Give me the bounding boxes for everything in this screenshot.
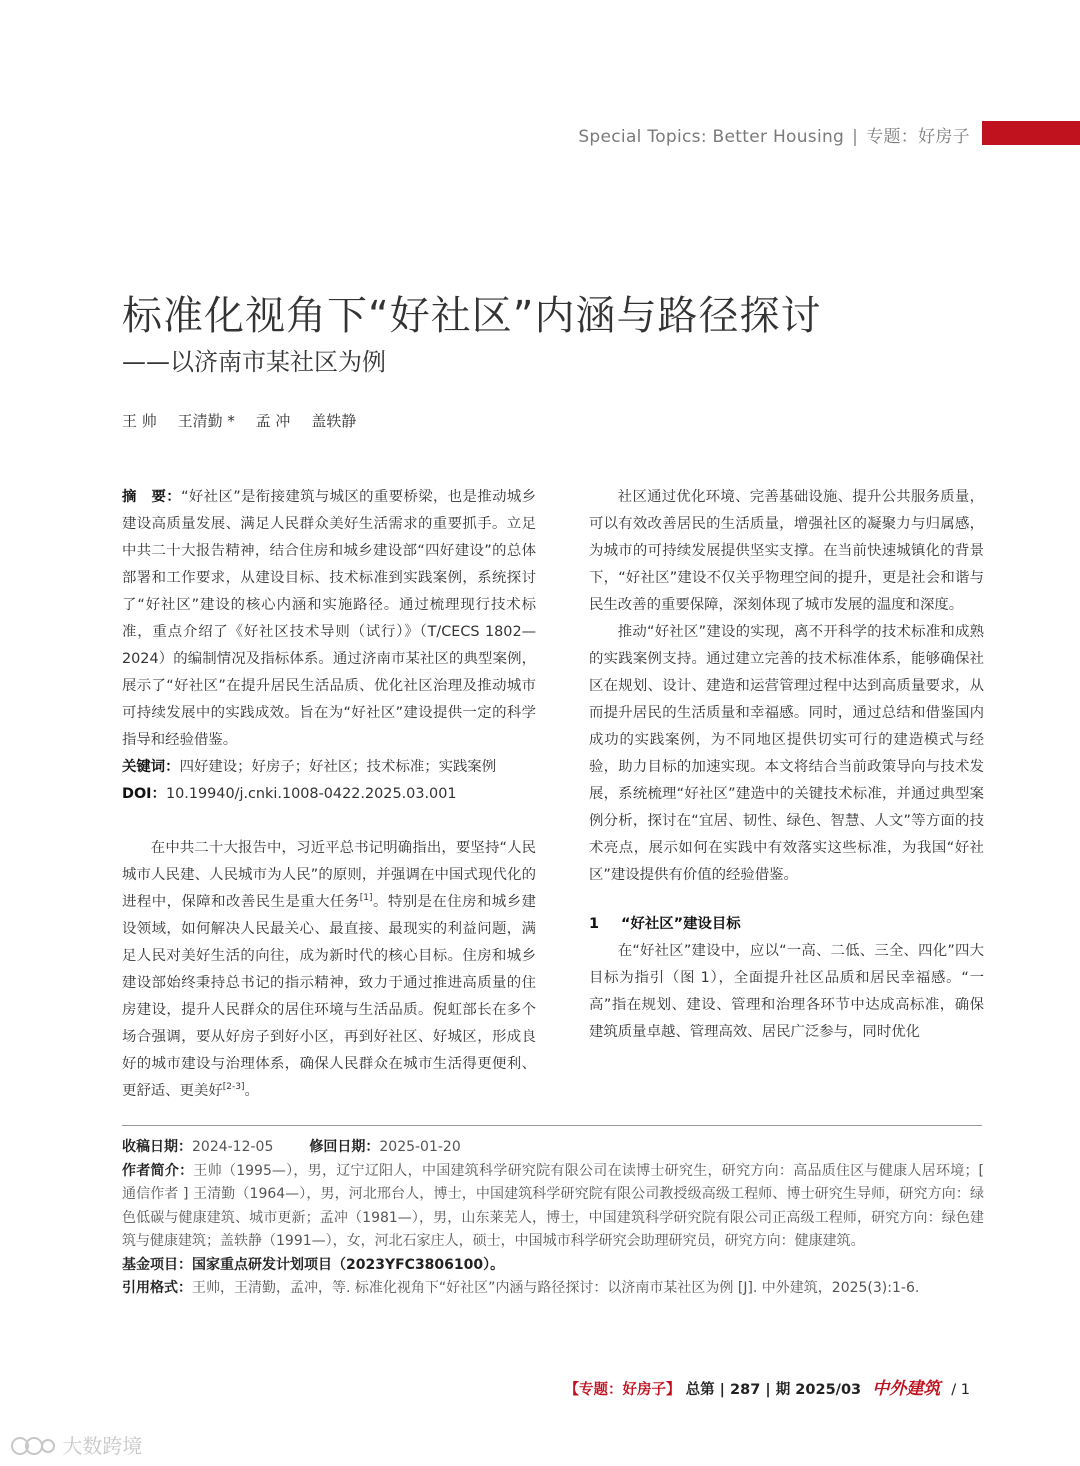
body-left-column [122,835,536,1105]
page-number: / 1 [951,1382,970,1398]
author-4: 盖轶静 [311,412,357,430]
abstract-text: “好社区”是衔接建筑与城区的重要桥梁，也是推动城乡建设高质量发展、满足人民群众美好生活需求的重要抓手。立足中共二十大报告精神，结合住房和城乡建设部“四好建设”的总体部署和工作要求，从建设目标、技术标准到实践案例，系统探讨了“好社区”建设的核心内涵和实施路径。通过梳理现行技术标准，重点介绍了《好社区技术导则（试行）》（T/CECS 1802—2024）的编制情况及指标体系。通过济南市某社区的典型案例，展示了“好社区”在提升居民生活品质、优化社区治理及推动城市可持续发展中的实践成效。旨在为“好社区”建设提供一定的科学指导和经验借鉴。 [122,489,536,748]
body-paragraph-2: 社区通过优化环境、完善基础设施、提升公共服务质量，可以有效改善居民的生活质量，增强社区的凝聚力与归属感，为城市的可持续发展提供坚实支撑。在当前快速城镇化的背景下，“好社区”建设不仅关乎物理空间的提升，更是社会和谐与民生改善的重要保障，深刻体现了城市发展的温度和深度。 [589,489,984,613]
dates-line [122,1136,984,1160]
body-paragraph-4: 在“好社区”建设中，应以“一高、二低、三全、四化”四大目标为指引（图 1），全面提升社区品质和居民幸福感。“一高”指在规划、建设、管理和治理各环节中达成高标准，确保建筑质量卓越、管理高效、居民广泛参与，同时优化 [589,943,984,1040]
watermark [10,1430,142,1459]
section-heading-1 [589,911,984,938]
keywords-text: 四好建设；好房子；好社区；技术标准；实践案例 [179,759,497,775]
citation-line [122,1277,984,1301]
author-3: 孟 冲 [255,412,291,430]
header-english: Special Topics: Better Housing [578,127,845,147]
citation-label: 引用格式： [122,1280,192,1296]
keywords-label: 关键词： [122,759,180,775]
body-paragraph-3: 推动“好社区”建设的实现，离不开科学的技术标准和成熟的实践案例支持。通过建立完善的技术标准体系，能够确保社区在规划、设计、建造和运营管理过程中达到高质量要求，从而提升居民的生活质量和幸福感。同时，通过总结和借鉴国内成功的实践案例，为不同地区提供切实可行的建造模式与经验，助力目标的加速实现。本文将结合当前政策导向与技术发展，系统梳理“好社区”建造中的关键技术标准，并通过典型案例分析，探讨在“宜居、韧性、绿色、智慧、人文”等方面的技术亮点，展示如何在实践中有效落实这些标准，为我国“好社区”建设提供有价值的经验借鉴。 [589,624,984,883]
received-label: 收稿日期： [122,1139,192,1155]
watermark-text: 大数跨境 [62,1434,143,1458]
citation-text: 王帅，王清勤，孟冲，等. 标准化视角下“好社区”内涵与路径探讨：以济南市某社区为例 [J]. 中外建筑，2025(3):1-6. [192,1280,920,1296]
keywords [122,754,536,781]
footer-date: 2025/03 [795,1382,862,1398]
watermark-logo-icon [10,1435,56,1457]
footer-sep-2: | [765,1382,771,1398]
footer-topic: 【专题：好房子】 [564,1382,681,1398]
article-title: 标准化视角下“好社区”内涵与路径探讨 [122,293,822,339]
section-title: “好社区”建设目标 [621,916,741,932]
footer-issue-number: 287 [730,1382,761,1398]
author-2: 王清勤 * [177,412,235,430]
footer-sep-1: | [719,1382,725,1398]
article-subtitle: ——以济南市某社区为例 [122,348,386,376]
journal-logo: 中外建筑 [872,1379,941,1399]
body-right-column [589,484,984,1046]
doi-text: 10.19940/j.cnki.1008-0422.2025.03.001 [165,786,457,802]
header-accent-bar [982,121,1080,145]
page-footer [565,1374,970,1399]
body-paragraph-1 [122,835,536,1105]
header-separator: | [852,127,859,147]
abstract-block [122,484,536,808]
abstract [122,484,536,754]
running-header [0,118,1080,150]
citation-ref-2: [2-3] [222,1082,245,1093]
header-text [578,122,970,147]
body-text: 在中共二十大报告中，习近平总书记明确指出，要坚持“人民城市人民建、人民城市为人民”的原则，并强调在中国式现代化的进程中，保障和改善民生是重大任务 [122,840,536,910]
revised-date: 2025-01-20 [379,1139,461,1155]
body-text: 。特别是在住房和城乡建设领域，如何解决人民最关心、最直接、最现实的利益问题，满足人民对美好生活的向往，成为新时代的核心目标。住房和城乡建设部始终秉持总书记的指示精神，致力于通过推进高质量的住房建设，提升人民群众的居住环境与生活品质。倪虹部长在多个场合强调，要从好房子到好小区，再到好社区、好城区，形成良好的城市建设与治理体系，确保人民群众在城市生活得更便利、更舒适、更美好 [122,894,536,1099]
received-date: 2024-12-05 [192,1139,274,1155]
revised-label: 修回日期： [309,1139,380,1155]
doi [122,781,536,808]
fund-text: 国家重点研发计划项目（2023YFC3806100）。 [192,1256,505,1273]
author-list [122,410,372,431]
section-number: 1 [589,916,600,932]
fund-line [122,1254,984,1278]
abstract-label: 摘 要： [122,489,182,505]
author-bio-text: 王帅（1995—），男，辽宁辽阳人，中国建筑科学研究院有限公司在读博士研究生，研究方向：高品质住区与健康人居环境；[ 通信作者 ] 王清勤（1964—），男，河北邢台人，博士，中国建筑科学研究院有限公司教授级高级工程师、博士研究生导师，研究方向：绿色低碳与健康建筑、城市更新；孟冲（1981—），男，山东莱芜人，博士，中国建筑科学研究院有限公司正高级工程师，研究方向：绿色建筑与健康建筑；盖轶静（1991—），女，河北石家庄人，硕士，中国城市科学研究会助理研究员，研究方向：健康建筑。 [122,1162,985,1249]
footer-issue-suffix: 期 [775,1382,791,1398]
body-text: 。 [244,1083,259,1099]
footer-issue-prefix: 总第 [685,1382,715,1398]
doi-label: DOI： [122,786,166,802]
author-bio-label: 作者简介： [122,1162,194,1179]
notes-divider [122,1125,982,1126]
article-notes [122,1136,984,1301]
author-1: 王 帅 [122,412,157,430]
fund-label: 基金项目： [122,1256,192,1273]
author-bio [122,1160,984,1254]
citation-ref-1: [1] [359,893,373,904]
header-chinese: 专题：好房子 [866,127,970,147]
